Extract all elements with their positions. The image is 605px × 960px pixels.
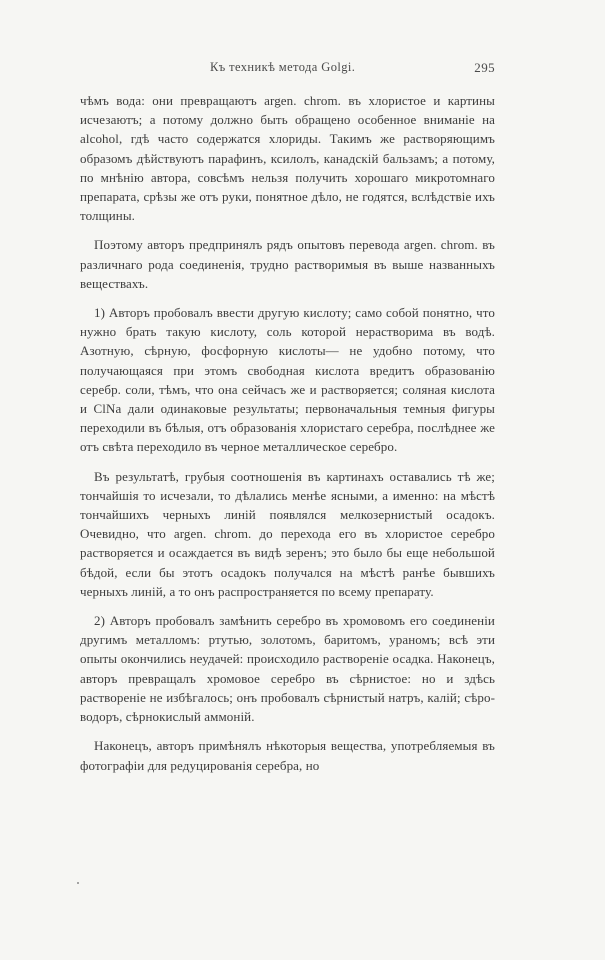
paragraph-continued: чѣмъ вода: они превращаютъ argen. chrom. въ хлористое и картины исчезаютъ; а потому должно быть обращено особенное вниманіе на alcohol, гдѣ часто содержатся хлориды. Такимъ же растворяющимъ образомъ дѣйствуютъ парафинъ, ксилолъ, канадскій бальзамъ; а потому, по мнѣнію автора, совсѣмъ нельзя получить хорошаго микротомнаго препарата, срѣзы же отъ руки, понятное дѣло, не годятся, вслѣдствіе ихъ толщины. bbox=[80, 93, 495, 224]
paragraph-photographic-agents: Наконецъ, авторъ примѣнялъ нѣкоторыя вещества, употребляемыя въ фотографіи для редуцированія серебра, но bbox=[80, 738, 495, 773]
paragraph-experiments-intro: Поэтому авторъ предпринялъ рядъ опытовъ перевода argen. chrom. въ различнаго рода соединенія, трудно растворимыя въ выше названныхъ веществахъ. bbox=[80, 237, 495, 291]
paragraph-acid-experiment: 1) Авторъ пробовалъ ввести другую кислоту; само собой понятно, что нужно брать такую кислоту, соль которой нерастворима въ водѣ. Азотную, сѣрную, фосфорную кислоты— не удобно потому, что получающаяся при этомъ свободная кислота вредитъ образованію серебр. соли, тѣмъ, что она сейчасъ же и растворяется; соляная кислота и ClNa дали одинаковые результаты; первоначальныя темныя фигуры переходили въ бѣлыя, отъ образованія хлористаго серебра, послѣднее же отъ свѣта переходило въ черное металлическое серебро. bbox=[80, 305, 495, 455]
print-speck bbox=[77, 882, 79, 884]
paragraph-metal-substitution: 2) Авторъ пробовалъ замѣнить серебро въ хромовомъ его соединеніи другимъ металломъ: ртутью, золотомъ, баритомъ, ураномъ; всѣ эти опыты окончились неудачей: происходило раствореніе осадка. Наконецъ, авторъ превращалъ хромовое серебро въ сѣрнистое: но и здѣсь раствореніе не избѣгалось; онъ пробовалъ сѣрнистый натръ, калій; сѣро-водоръ, сѣрнокислый аммоній. bbox=[80, 613, 495, 725]
paragraph-acid-results: Въ результатѣ, грубыя соотношенія въ картинахъ оставались тѣ же; тончайшія то исчезали, то дѣлались менѣе ясными, а именно: на мѣстѣ тончайшихъ черныхъ линій появлялся мелкозернистый осадокъ. Очевидно, что argen. chrom. до перехода его въ хлористое серебро растворяется и осаждается въ видѣ зеренъ; это было бы еще небольшой бѣдой, если бы этотъ осадокъ получался на мѣстѣ ранѣе бывшихъ черныхъ линій, а то онъ распространяется по всему препарату. bbox=[80, 468, 495, 599]
running-title: Къ техникѣ метода Golgi. bbox=[210, 60, 356, 74]
page-header bbox=[80, 60, 495, 80]
page-number: 295 bbox=[474, 60, 495, 75]
body-text bbox=[80, 91, 495, 775]
